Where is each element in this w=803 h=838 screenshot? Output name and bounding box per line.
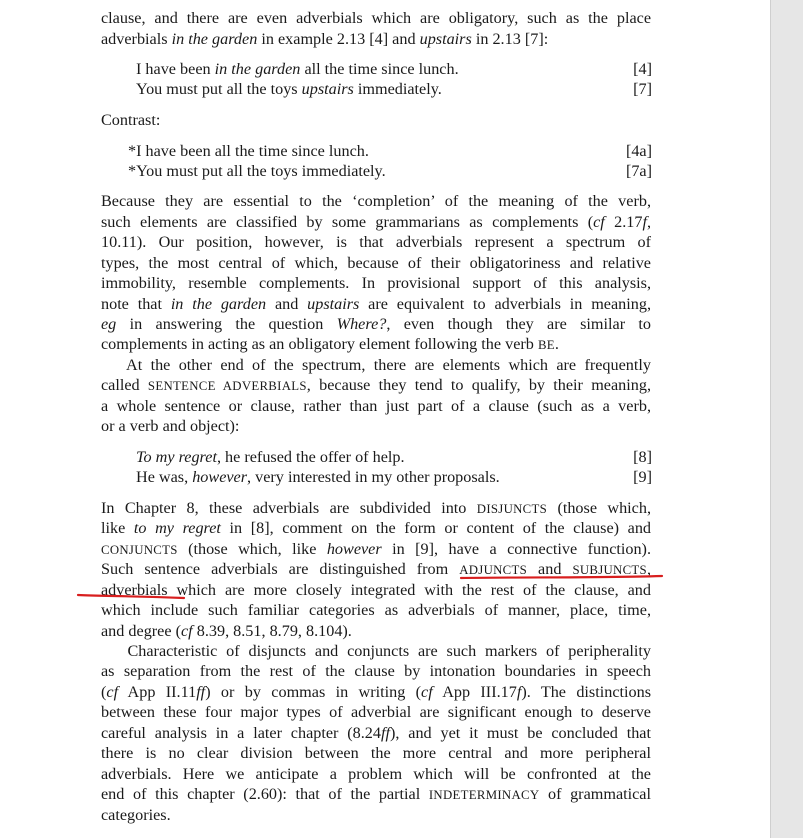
text-line: At the other end of the spectrum, there are elements which are frequently xyxy=(101,356,651,374)
text-line: as separation from the rest of the clause by intonation boundaries in speech xyxy=(101,662,651,680)
text-line: note that in the garden and upstairs are equivalent to adverbials in meaning, xyxy=(101,295,651,313)
text-line: like to my regret in [8], comment on the form or content of the clause) and xyxy=(101,519,652,537)
text-line: CONJUNCTS (those which, like however in [9], have a connective function). xyxy=(101,540,651,558)
text-line: types, the most central of which, because of their obligatoriness and relative xyxy=(101,254,651,272)
text-line: careful analysis in a later chapter (8.24ff), and yet it must be concluded that xyxy=(101,724,651,742)
example-number: [4] xyxy=(633,60,652,78)
text-line: (cf App II.11ff) or by commas in writing (cf App III.17f). The distinctions xyxy=(101,683,651,701)
example-number: [7] xyxy=(633,80,652,98)
text-line: end of this chapter (2.60): that of the partial INDETERMINACY of grammatical xyxy=(101,785,651,803)
text-line: a whole sentence or clause, rather than just part of a clause (such as a verb, xyxy=(101,397,651,415)
text-line: adverbials in the garden in example 2.13 [4] and upstairs in 2.13 [7]: xyxy=(101,30,549,48)
text-line: adverbials which are more closely integrated with the rest of the clause, and xyxy=(101,581,651,599)
scrollbar[interactable] xyxy=(770,0,803,838)
text-line: Such sentence adverbials are distinguished from ADJUNCTS and SUBJUNCTS, xyxy=(101,560,652,578)
text-line: clause, and there are even adverbials which are obligatory, such as the place xyxy=(101,9,651,27)
text-line: or a verb and object): xyxy=(101,417,240,435)
text-line: eg in answering the question Where?, even though they are similar to xyxy=(101,315,652,333)
example-sentence: You must put all the toys upstairs immediately. xyxy=(136,80,442,98)
text-line: called SENTENCE ADVERBIALS, because they tend to qualify, by their meaning, xyxy=(101,376,651,394)
text-line: which include such familiar categories as adverbials of manner, place, time, xyxy=(101,601,651,619)
text-line: Contrast: xyxy=(101,111,161,129)
text-line: immobility, resemble complements. In provisional support of this analysis, xyxy=(101,274,651,292)
text-line: Because they are essential to the ‘completion’ of the meaning of the verb, xyxy=(101,192,651,210)
text-line: 10.11). Our position, however, is that adverbials represent a spectrum of xyxy=(101,233,651,251)
text-line: Characteristic of disjuncts and conjuncts are such markers of peripherality xyxy=(101,642,651,660)
text-line: such elements are classified by some grammarians as complements (cf 2.17f, xyxy=(101,213,651,231)
text-line: there is no clear division between the more central and more peripheral xyxy=(101,744,651,762)
text-line: complements in acting as an obligatory element following the verb BE. xyxy=(101,335,559,353)
example-number: [8] xyxy=(633,448,652,466)
example-sentence: I have been in the garden all the time since lunch. xyxy=(136,60,459,78)
example-number: [7a] xyxy=(625,162,652,180)
text-line: between these four major types of adverbial are significant enough to deserve xyxy=(101,703,651,721)
example-sentence: *I have been all the time since lunch. xyxy=(128,142,369,160)
text-line: In Chapter 8, these adverbials are subdivided into DISJUNCTS (those which, xyxy=(101,499,651,517)
example-sentence: *You must put all the toys immediately. xyxy=(128,162,386,180)
example-number: [4a] xyxy=(625,142,652,160)
example-sentence: He was, however, very interested in my other proposals. xyxy=(136,468,500,486)
text-line: adverbials. Here we anticipate a problem which will be confronted at the xyxy=(101,765,651,783)
example-number: [9] xyxy=(633,468,652,486)
text-line: and degree (cf 8.39, 8.51, 8.79, 8.104). xyxy=(101,622,352,640)
example-sentence: To my regret, he refused the offer of help. xyxy=(136,448,405,466)
text-line: categories. xyxy=(101,806,171,824)
